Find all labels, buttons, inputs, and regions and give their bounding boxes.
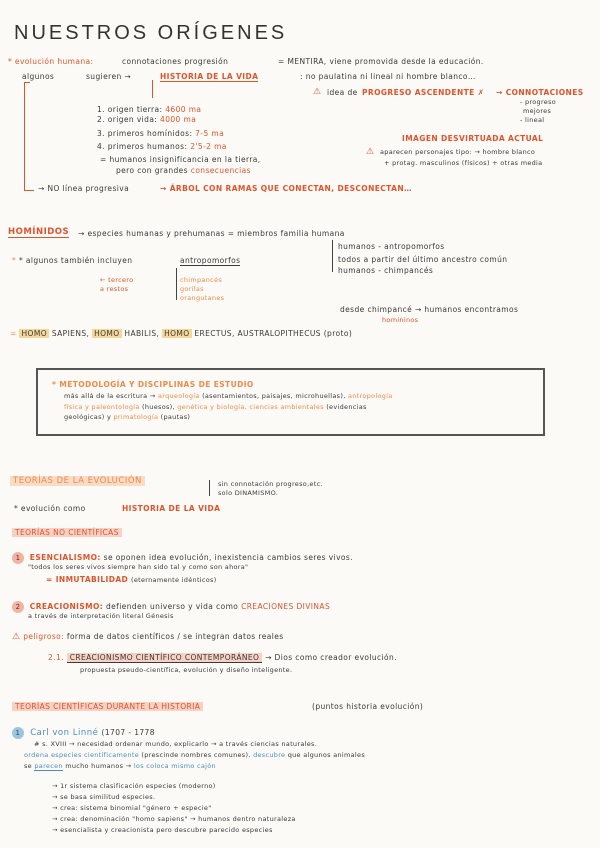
bracket-bottom: [24, 190, 34, 191]
box-line-2: física y paleontología (huesos), genética y biología, ciencias ambientales (evidencias: [64, 403, 367, 411]
connotaciones-label: → CONNOTACIONES: [496, 88, 584, 97]
list-item-3: 3. primeros homínidos: 7-5 ma: [97, 129, 225, 138]
inmutabilidad-line: = INMUTABILIDAD (eternamente idénticos): [46, 575, 217, 584]
gorilas-text: gorilas: [180, 285, 204, 293]
no-linea-text: → NO línea progresiva: [38, 184, 130, 193]
idea-text: idea de: [327, 88, 358, 97]
lineal-item: - lineal: [520, 116, 545, 124]
linne-bullet-5: → esencialista y creacionista pero descubre parecido especies: [52, 826, 273, 834]
humanos-line-2: pero con grandes consecuencias: [116, 166, 251, 175]
homo-species-line: = HOMO SAPIENS, HOMO HABILIS, HOMO ERECTUS, AUSTRALOPITHECUS (proto): [10, 329, 353, 338]
esencialismo-quote: "todos los seres vivos siempre han sido tal y como son ahora": [28, 563, 249, 571]
desde-chimpance: desde chimpancé → humanos encontramos: [340, 305, 519, 314]
antro-bracket: [176, 268, 177, 300]
hominidos-heading: HOMÍNIDOS: [8, 227, 70, 237]
list-item-4: 4. primeros humanos: 2'5-2 ma: [97, 142, 227, 151]
list-item-2: 2. origen vida: 4000 ma: [97, 115, 197, 124]
arbol-text: → ÁRBOL CON RAMAS QUE CONECTAN, DESCONECTAN…: [160, 184, 412, 193]
historia-heading: TEORÍAS CIENTÍFICAS DURANTE LA HISTORIA: [12, 703, 203, 711]
no-paulatina-text: : no paulatina ni lineal ni hombre blanco…: [300, 72, 476, 81]
peligroso-line: ⚠ peligroso: forma de datos científicos / se integran datos reales: [12, 632, 284, 642]
bracket-line: [332, 240, 333, 272]
box-line-3: geológicas) y primatología (pautas): [64, 413, 191, 421]
number-2-icon: 2: [12, 601, 24, 613]
no-cientificas-heading: TEORÍAS NO CIENTÍFICAS: [12, 529, 122, 537]
hominidos-right-2: humanos - antropomorfos: [338, 242, 445, 251]
timeline-bracket: [24, 82, 25, 190]
metodologia-box: [36, 368, 545, 436]
orangutanes-text: orangutanes: [180, 294, 225, 302]
esencialismo-line: 1 ESENCIALISMO: se oponen idea evolución, inexistencia cambios seres vivos.: [12, 552, 353, 564]
evolucion-como: * evolución como: [14, 504, 86, 513]
chimpances-text: chimpancés: [180, 276, 223, 284]
connector-line: [152, 80, 153, 98]
imagen-desvirtuada: IMAGEN DESVIRTUADA ACTUAL: [402, 134, 544, 143]
linne-siglo: # s. XVIII → necesidad ordenar mundo, explicarlo → a través ciencias naturales.: [34, 740, 318, 748]
algunos-text: algunos: [22, 72, 55, 81]
box-line-1: más allá de la escritura → arqueología (asentamientos, paisajes, microhuellas), antropología: [64, 392, 393, 400]
list-item-1: 1. origen tierra: 4600 ma: [97, 105, 202, 114]
aparecen-line-2: + protag. masculinos (físicos) + otras media: [384, 159, 543, 167]
humanos-line-1: = humanos insignificancia en la tierra,: [100, 155, 261, 164]
linne-bullet-1: → 1r sistema clasificación especies (moderno): [52, 782, 216, 790]
creacionismo-genesis: a través de interpretación literal Génesis: [28, 612, 174, 620]
tercero-text: ← tercero: [100, 276, 134, 284]
creacionismo-line: 2 CREACIONISMO: defienden universo y vida como CREACIONES DIVINAS: [12, 601, 330, 613]
sin-bracket: [209, 480, 210, 496]
linne-parecen: se parecen mucho humanos → los coloca mismo cajón: [24, 762, 216, 770]
restos-text: a restos: [100, 285, 129, 293]
homininos-text: homininos: [382, 316, 419, 324]
linne-bullet-4: → crea: denominación "homo sapiens" → humanos dentro naturaleza: [52, 815, 296, 823]
linne-bullet-2: → se basa similitud especies.: [52, 793, 156, 801]
sugieren-text: sugieren →: [86, 72, 132, 81]
linne-ordena: ordena especies científicamente (prescinde nombres comunes). descubre que algunos animales: [24, 751, 366, 759]
sin-connotacion: sin connotación progreso,etc.: [218, 480, 323, 488]
algunos-incluyen: * * algunos también incluyen: [12, 256, 133, 265]
aparecen-line-1: aparecen personajes tipo: → hombre blanco: [380, 148, 536, 156]
historia-vida-text: HISTORIA DE LA VIDA: [160, 72, 259, 81]
number-1-icon: 1: [12, 727, 24, 739]
bracket-top: [24, 82, 30, 83]
warning-icon: ⚠: [313, 87, 322, 97]
hominidos-line-1: → especies humanas y prehumanas = miembros familia humana: [78, 229, 345, 238]
mentira-text: = MENTIRA, viene promovida desde la educación.: [278, 57, 484, 66]
warning-icon: ⚠: [12, 632, 21, 642]
warning-icon: ⚠: [366, 147, 375, 157]
progreso-item: - progreso: [520, 98, 557, 106]
connotaciones-text: connotaciones progresión: [122, 57, 229, 66]
linne-line: 1 Carl von Linné (1707 - 1778: [12, 727, 155, 739]
evolucion-humana-label: * evolución humana:: [8, 57, 94, 66]
puntos-historia: (puntos historia evolución): [312, 702, 424, 711]
historia-vida-label: HISTORIA DE LA VIDA: [122, 504, 221, 513]
progreso-text: PROGRESO ASCENDENTE ✗: [362, 88, 485, 97]
hominidos-right-3: todos a partir del último ancestro común: [338, 255, 508, 264]
number-1-icon: 1: [12, 552, 24, 564]
page-title: NUESTROS ORÍGENES: [14, 22, 288, 44]
pseudo-cientifica: propuesta pseudo-científica, evolución y diseño inteligente.: [80, 666, 293, 674]
teorias-heading: TEORÍAS DE LA EVOLUCIÓN: [10, 477, 145, 486]
creacionismo-cientifico: 2.1. CREACIONISMO CIENTÍFICO CONTEMPORÁNEO → Dios como creador evolución.: [48, 653, 397, 662]
antropomorfos-text: antropomorfos: [180, 256, 241, 265]
solo-dinamismo: solo DINAMISMO.: [218, 489, 279, 497]
mejores-item: mejores: [523, 107, 552, 115]
hominidos-right-4: humanos - chimpancés: [338, 266, 434, 275]
linne-bullet-3: → crea: sistema binomial "género + especie": [52, 804, 212, 812]
metodologia-heading: * METODOLOGÍA Y DISCIPLINAS DE ESTUDIO: [52, 380, 254, 389]
